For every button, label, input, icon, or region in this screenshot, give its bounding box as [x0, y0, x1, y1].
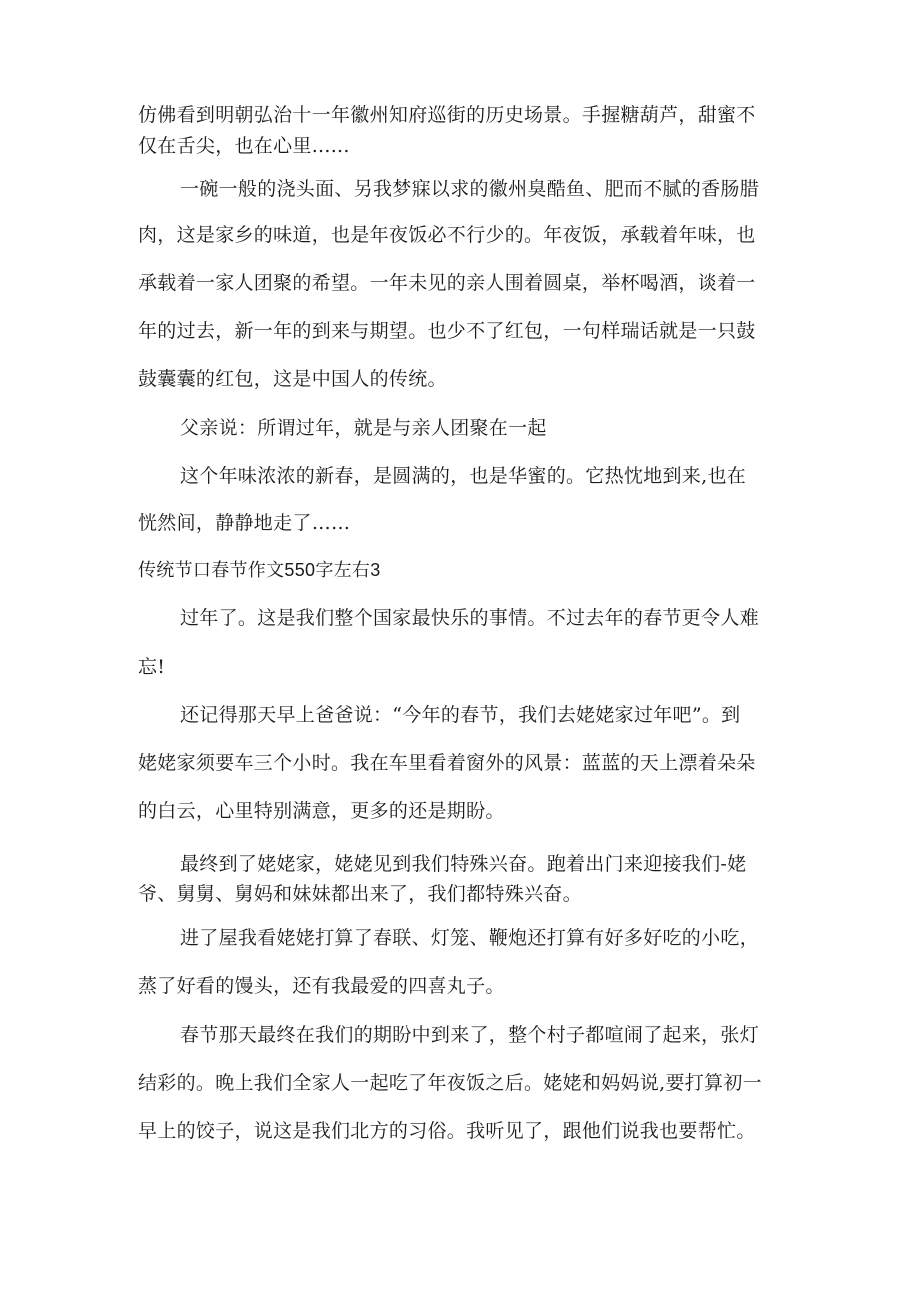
text-line: 年的过去，新一年的到来与期望。也少不了红包，一句样瑞话就是一只鼓 [138, 320, 756, 342]
text-line: 仅在舌尖，也在心里...... [138, 135, 350, 157]
text-line: 最终到了姥姥家，姥姥见到我们特殊兴奋。跑着出门来迎接我们-姥 [180, 853, 747, 875]
text-line: 进了屋我看姥姥打算了春联、灯笼、鞭炮还打算有好多好吃的小吃， [180, 927, 760, 949]
text-line: 过年了。这是我们整个国家最快乐的事情。不过去年的春节更令人难 [180, 607, 760, 629]
text-line: 一碗一般的浇头面、另我梦寐以求的徽州臭酷鱼、肥而不腻的香肠腊 [180, 178, 760, 200]
text-line: 恍然间，静静地走了…… [138, 512, 351, 534]
text-line: 肉，这是家乡的味道，也是年夜饭必不行少的。年夜饭，承载着年味，也 [138, 224, 756, 246]
text-line: 早上的饺子，说这是我们北方的习俗。我听见了，跟他们说我也要帮忙。 [138, 1120, 756, 1142]
text-line: 还记得那天早上爸爸说：“今年的春节，我们去姥姥家过年吧”。到 [180, 704, 741, 726]
text-line: 蒸了好看的馒头，还有我最爱的四喜丸子。 [138, 975, 505, 997]
text-line: 承载着一家人团聚的希望。一年未见的亲人围着圆桌，举杯喝酒，谈着一 [138, 272, 756, 294]
text-line: 这个年味浓浓的新春，是圆满的，也是华蜜的。它热忱地到来,也在 [180, 465, 747, 487]
text-line: 鼓囊囊的红包，这是中国人的传统。 [138, 368, 447, 390]
text-line: 结彩的。晚上我们全家人一起吃了年夜饭之后。姥姥和妈妈说,要打算初一 [138, 1072, 762, 1094]
text-line: 忘! [138, 656, 166, 678]
text-line: 春节那天最终在我们的期盼中到来了，整个村子都喧闹了起来，张灯 [180, 1024, 760, 1046]
text-line: 姥姥家须要车三个小时。我在车里看着窗外的风景：蓝蓝的天上漂着朵朵 [138, 752, 756, 774]
text-line: 的白云，心里特别满意，更多的还是期盼。 [138, 800, 505, 822]
section-heading: 传统节口春节作文550字左右3 [138, 560, 381, 580]
text-line: 仿佛看到明朝弘治十一年徽州知府巡街的历史场景。手握糖葫芦，甜蜜不 [138, 104, 756, 126]
text-line: 爷、舅舅、舅妈和妹妹都出来了，我们都特殊兴奋。 [138, 883, 582, 905]
text-line: 父亲说：所谓过年，就是与亲人团聚在一起 [180, 417, 547, 439]
